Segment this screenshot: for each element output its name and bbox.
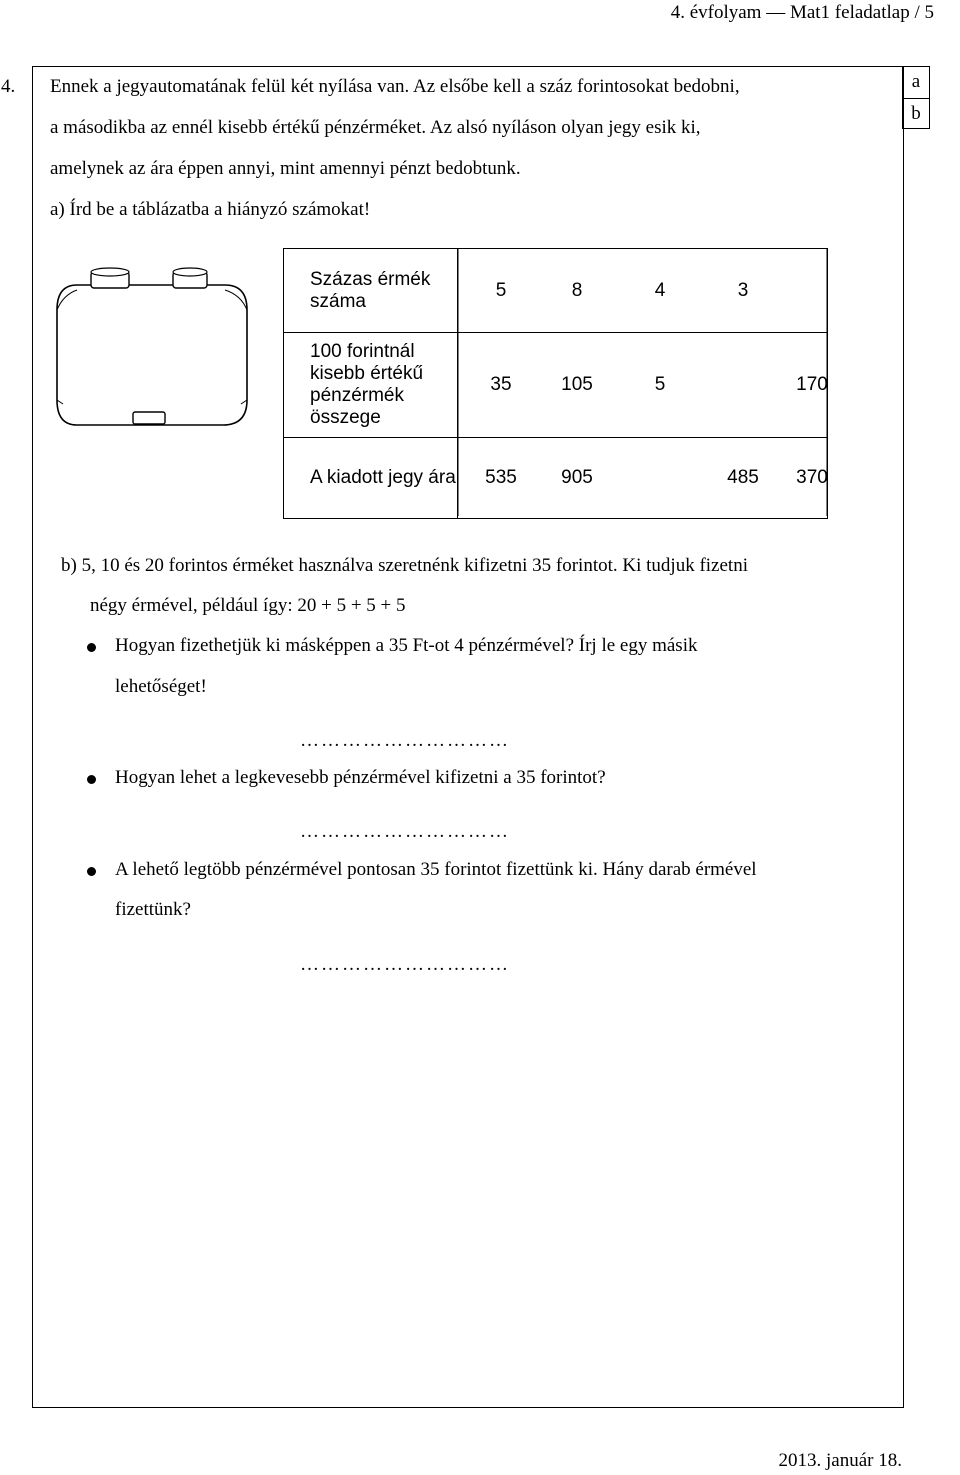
row-label: A kiadott jegy ára (284, 438, 458, 519)
score-label-a: a (911, 71, 921, 92)
page-header: 4. évfolyam — Mat1 feladatlap / 5 (670, 2, 934, 23)
score-label-b: b (903, 98, 929, 130)
table-cell: 4 (654, 279, 666, 301)
row-label: Százas érmék száma (284, 249, 458, 333)
table-cell: 535 (485, 467, 517, 488)
table-cell: 5 (495, 279, 507, 301)
bullet-icon (87, 643, 96, 652)
table-cell: 905 (561, 467, 593, 488)
part-b-line-2: négy érmével, például így: 20 + 5 + 5 + 5 (90, 595, 406, 616)
task-number: 4. (1, 76, 16, 97)
answer-line-3[interactable]: ………………………… (300, 954, 510, 975)
table-grid-lines (458, 248, 858, 516)
table-cell: 5 (654, 374, 666, 395)
intro-line-1: Ennek a jegyautomatának felül két nyílása van. Az elsőbe kell a száz forintosokat bedobni, (50, 76, 740, 97)
table-cell: 3 (737, 279, 749, 301)
intro-line-2: a másodikba az ennél kisebb értékű pénzérméket. Az alsó nyíláson olyan jegy esik ki, (50, 117, 701, 138)
table-cell: 170 (796, 374, 828, 395)
ticket-machine-illustration (55, 262, 255, 432)
row-label: 100 forintnál kisebb értékű pénzérmék összege (284, 333, 458, 438)
question-3-line-1: A lehető legtöbb pénzérmével pontosan 35 forintot fizettünk ki. Hány darab érmével (115, 859, 757, 880)
table-cell: 370 (796, 467, 828, 488)
score-box (902, 66, 930, 129)
bullet-icon (87, 775, 96, 784)
question-3-line-2: fizettünk? (115, 899, 191, 920)
question-1-line-1: Hogyan fizethetjük ki másképpen a 35 Ft-ot 4 pénzérmével? Írj le egy másik (115, 635, 698, 656)
table-cell: 35 (490, 374, 512, 395)
table-cell: 105 (561, 374, 593, 395)
intro-line-3: amelynek az ára éppen annyi, mint amennyi pénzt bedobtunk. (50, 158, 521, 179)
table-cell: 485 (727, 467, 759, 488)
table-cell: 8 (571, 279, 583, 301)
bullet-icon (87, 867, 96, 876)
question-2-line-1: Hogyan lehet a legkevesebb pénzérmével kifizetni a 35 forintot? (115, 767, 606, 788)
part-a-instruction: a) Írd be a táblázatba a hiányzó számokat! (50, 199, 371, 220)
answer-line-2[interactable]: ………………………… (300, 821, 510, 842)
answer-line-1[interactable]: ………………………… (300, 730, 510, 751)
question-1-line-2: lehetőséget! (115, 676, 207, 697)
part-b-line-1: b) 5, 10 és 20 forintos érméket használva szeretnénk kifizetni 35 forintot. Ki tudjuk fizetni (61, 555, 748, 576)
footer-date: 2013. január 18. (778, 1450, 902, 1471)
